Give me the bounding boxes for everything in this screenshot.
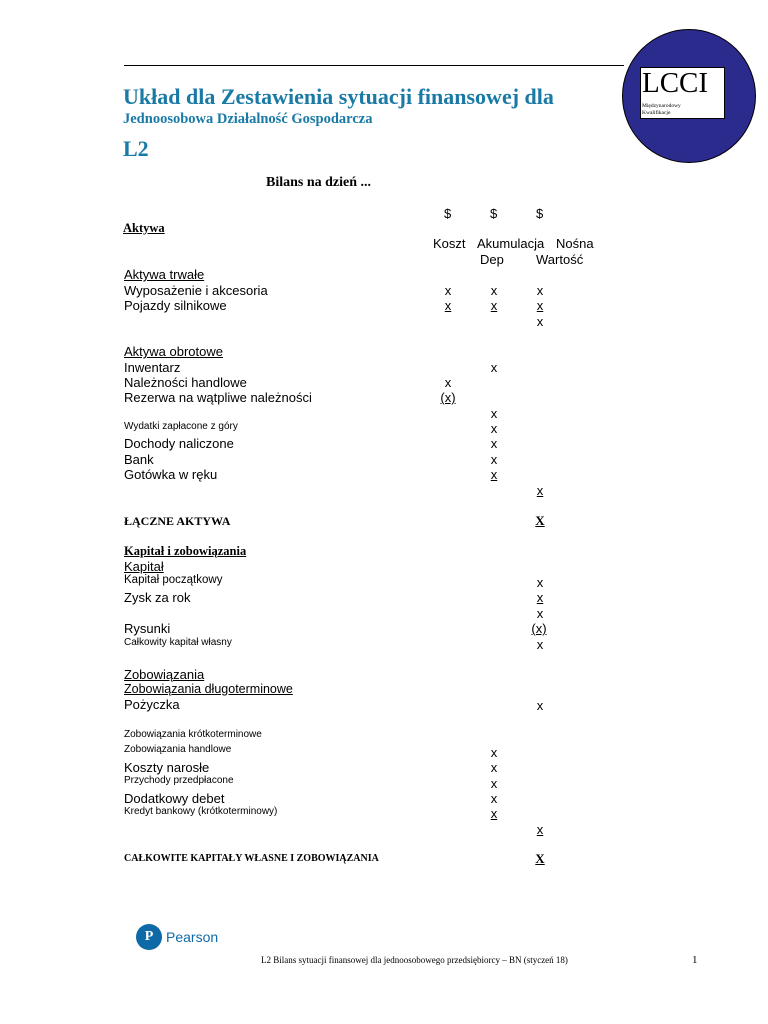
total-equity-liabilities-value: X <box>535 851 545 866</box>
fixed-asset-item: Pojazdy silnikowe <box>124 298 227 313</box>
nbv-subtotal: x <box>536 314 544 329</box>
dep-value: x <box>490 406 498 421</box>
nbv-value: x <box>536 298 544 313</box>
current-asset-item: Inwentarz <box>124 360 181 375</box>
current-asset-item: Wydatki zapłacone z góry <box>124 421 238 432</box>
short-term-heading: Zobowiązania krótkoterminowe <box>124 729 262 740</box>
equity-heading: Kapitał i zobowiązania <box>124 544 247 558</box>
dep-value: x <box>490 421 498 436</box>
logo-subtext-2: Kwalifikacje <box>642 110 671 116</box>
col-accum-header-1: Akumulacja <box>477 236 545 251</box>
dep-value: x <box>490 806 498 821</box>
assets-heading: Aktywa <box>123 221 165 235</box>
short-term-item: Zobowiązania handlowe <box>124 744 232 755</box>
nbv-value: x <box>536 283 544 298</box>
equity-item: Kapitał początkowy <box>124 574 223 586</box>
nbv-subtotal: x <box>536 637 544 652</box>
currency-dep: $ <box>490 206 498 221</box>
current-asset-item: Należności handlowe <box>124 375 247 390</box>
balance-title: Bilans na dzień ... <box>266 175 372 190</box>
long-term-heading: Zobowiązania długoterminowe <box>124 682 293 696</box>
document-title: Układ dla Zestawienia sytuacji finansowej dla <box>123 84 554 109</box>
col-cost-header: Koszt <box>433 236 466 251</box>
col-nbv-header-1: Nośna <box>556 236 594 251</box>
logo-subtext-1: Międzynarodowy <box>642 103 681 109</box>
equity-item: Całkowity kapitał własny <box>124 637 232 648</box>
equity-item: Zysk za rok <box>124 590 191 605</box>
liabilities-heading: Zobowiązania <box>124 667 205 682</box>
short-term-item: Kredyt bankowy (krótkoterminowy) <box>124 806 278 817</box>
nbv-subtotal: x <box>536 483 544 498</box>
footer-text: L2 Bilans sytuacji finansowej dla jednoosobowego przedsiębiorcy – BN (styczeń 18) <box>261 955 568 965</box>
col-nbv-header-2: Wartość <box>536 252 584 267</box>
dep-value: x <box>490 283 498 298</box>
dep-value: x <box>490 298 498 313</box>
dep-value: x <box>490 436 498 451</box>
current-asset-item: Dochody naliczone <box>124 436 234 451</box>
current-asset-item: Gotówka w ręku <box>124 467 218 482</box>
currency-cost: $ <box>444 206 452 221</box>
currency-nbv: $ <box>536 206 544 221</box>
capital-heading: Kapitał <box>124 559 164 574</box>
nbv-value: (x) <box>531 621 547 636</box>
nbv-value: x <box>536 590 544 605</box>
cost-value: x <box>444 298 452 313</box>
fixed-assets-heading: Aktywa trwałe <box>124 267 205 282</box>
dep-value: x <box>490 776 498 791</box>
short-term-item: Dodatkowy debet <box>124 791 225 806</box>
document-subtitle: Jednoosobowa Działalność Gospodarcza <box>123 111 373 127</box>
logo-word: LCCI <box>642 67 709 99</box>
equity-item: Rysunki <box>124 621 171 636</box>
dep-value: x <box>490 745 498 760</box>
nbv-subtotal: x <box>536 606 544 621</box>
fixed-asset-item: Wyposażenie i akcesoria <box>124 283 268 298</box>
pearson-logo-icon: P <box>136 924 162 950</box>
current-asset-item: Bank <box>124 452 154 467</box>
level-label: L2 <box>123 136 149 161</box>
pearson-wordmark: Pearson <box>166 929 219 945</box>
cost-value: x <box>444 375 452 390</box>
dep-value: x <box>490 360 498 375</box>
short-term-item: Koszty narosłe <box>124 760 210 775</box>
liability-item: Pożyczka <box>124 697 180 712</box>
top-rule <box>124 65 624 66</box>
cost-value: (x) <box>440 390 456 405</box>
dep-value: x <box>490 760 498 775</box>
nbv-subtotal: x <box>536 822 544 837</box>
short-term-item: Przychody przedpłacone <box>124 775 234 786</box>
nbv-value: x <box>536 575 544 590</box>
total-equity-liabilities-label: CAŁKOWITE KAPITAŁY WŁASNE I ZOBOWIĄZANIA <box>124 853 379 864</box>
dep-value: x <box>490 791 498 806</box>
total-assets-label: ŁĄCZNE AKTYWA <box>124 514 231 528</box>
current-assets-heading: Aktywa obrotowe <box>124 344 223 359</box>
cost-value: x <box>444 283 452 298</box>
nbv-value: x <box>536 698 544 713</box>
col-accum-header-2: Dep <box>480 252 504 267</box>
total-assets-value: X <box>535 513 545 528</box>
page-number: 1 <box>692 954 698 966</box>
current-asset-item: Rezerwa na wątpliwe należności <box>124 390 312 405</box>
dep-value: x <box>490 452 498 467</box>
dep-value: x <box>490 467 498 482</box>
